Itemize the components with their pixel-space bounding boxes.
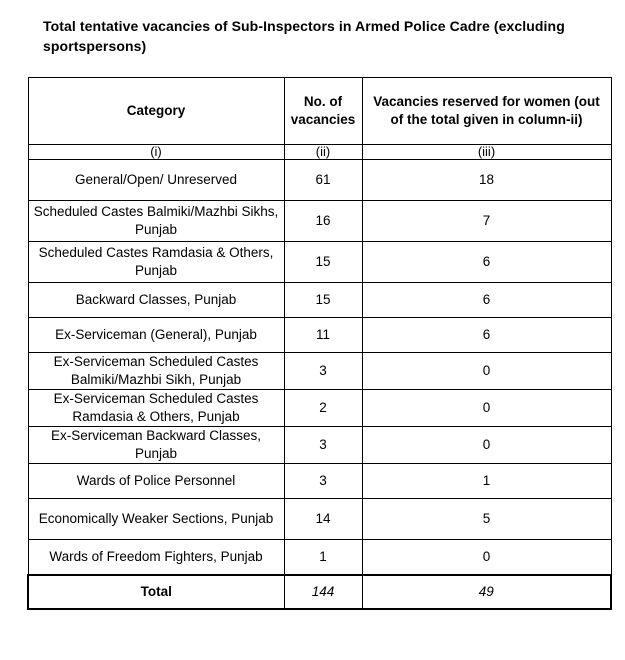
row-category: Wards of Police Personnel bbox=[28, 464, 284, 499]
row-women: 6 bbox=[362, 283, 611, 318]
row-women: 7 bbox=[362, 201, 611, 242]
row-vacancies: 3 bbox=[284, 464, 362, 499]
column-number: (i) bbox=[28, 145, 284, 160]
table-row bbox=[28, 390, 611, 427]
total-vacancies: 144 bbox=[284, 575, 362, 609]
total-row bbox=[28, 575, 611, 609]
table-row bbox=[28, 242, 611, 283]
vacancies-table bbox=[27, 77, 612, 610]
table-row bbox=[28, 499, 611, 540]
row-category: Scheduled Castes Ramdasia & Others, Punjab bbox=[28, 242, 284, 283]
row-women: 1 bbox=[362, 464, 611, 499]
row-women: 18 bbox=[362, 160, 611, 201]
table-header-row bbox=[28, 78, 611, 145]
row-category: Backward Classes, Punjab bbox=[28, 283, 284, 318]
row-category: Scheduled Castes Balmiki/Mazhbi Sikhs, Punjab bbox=[28, 201, 284, 242]
document-title: Total tentative vacancies of Sub-Inspectors in Armed Police Cadre (excluding sportspersons) bbox=[43, 18, 565, 54]
row-vacancies: 3 bbox=[284, 427, 362, 464]
table-row bbox=[28, 318, 611, 353]
table-row bbox=[28, 283, 611, 318]
row-vacancies: 11 bbox=[284, 318, 362, 353]
header-women: Vacancies reserved for women (out of the total given in column-ii) bbox=[362, 78, 611, 145]
column-number: (iii) bbox=[362, 145, 611, 160]
row-women: 0 bbox=[362, 353, 611, 390]
row-vacancies: 2 bbox=[284, 390, 362, 427]
table-row bbox=[28, 201, 611, 242]
table-row bbox=[28, 464, 611, 499]
total-women: 49 bbox=[362, 575, 611, 609]
row-category: Wards of Freedom Fighters, Punjab bbox=[28, 540, 284, 576]
table-row bbox=[28, 160, 611, 201]
total-label: Total bbox=[28, 575, 284, 609]
row-category: General/Open/ Unreserved bbox=[28, 160, 284, 201]
row-women: 0 bbox=[362, 540, 611, 576]
row-vacancies: 3 bbox=[284, 353, 362, 390]
column-number-row bbox=[28, 145, 611, 160]
row-women: 0 bbox=[362, 427, 611, 464]
table-row bbox=[28, 540, 611, 576]
header-vacancies: No. of vacancies bbox=[284, 78, 362, 145]
row-vacancies: 15 bbox=[284, 283, 362, 318]
row-women: 6 bbox=[362, 318, 611, 353]
row-category: Ex-Serviceman Backward Classes, Punjab bbox=[28, 427, 284, 464]
column-number: (ii) bbox=[284, 145, 362, 160]
table-row bbox=[28, 353, 611, 390]
row-women: 0 bbox=[362, 390, 611, 427]
row-women: 5 bbox=[362, 499, 611, 540]
row-category: Ex-Serviceman Scheduled Castes Balmiki/Mazhbi Sikh, Punjab bbox=[28, 353, 284, 390]
row-vacancies: 1 bbox=[284, 540, 362, 576]
table-row bbox=[28, 427, 611, 464]
row-vacancies: 16 bbox=[284, 201, 362, 242]
header-category: Category bbox=[28, 78, 284, 145]
row-vacancies: 14 bbox=[284, 499, 362, 540]
row-vacancies: 15 bbox=[284, 242, 362, 283]
row-category: Ex-Serviceman Scheduled Castes Ramdasia & Others, Punjab bbox=[28, 390, 284, 427]
row-category: Economically Weaker Sections, Punjab bbox=[28, 499, 284, 540]
row-women: 6 bbox=[362, 242, 611, 283]
row-category: Ex-Serviceman (General), Punjab bbox=[28, 318, 284, 353]
row-vacancies: 61 bbox=[284, 160, 362, 201]
